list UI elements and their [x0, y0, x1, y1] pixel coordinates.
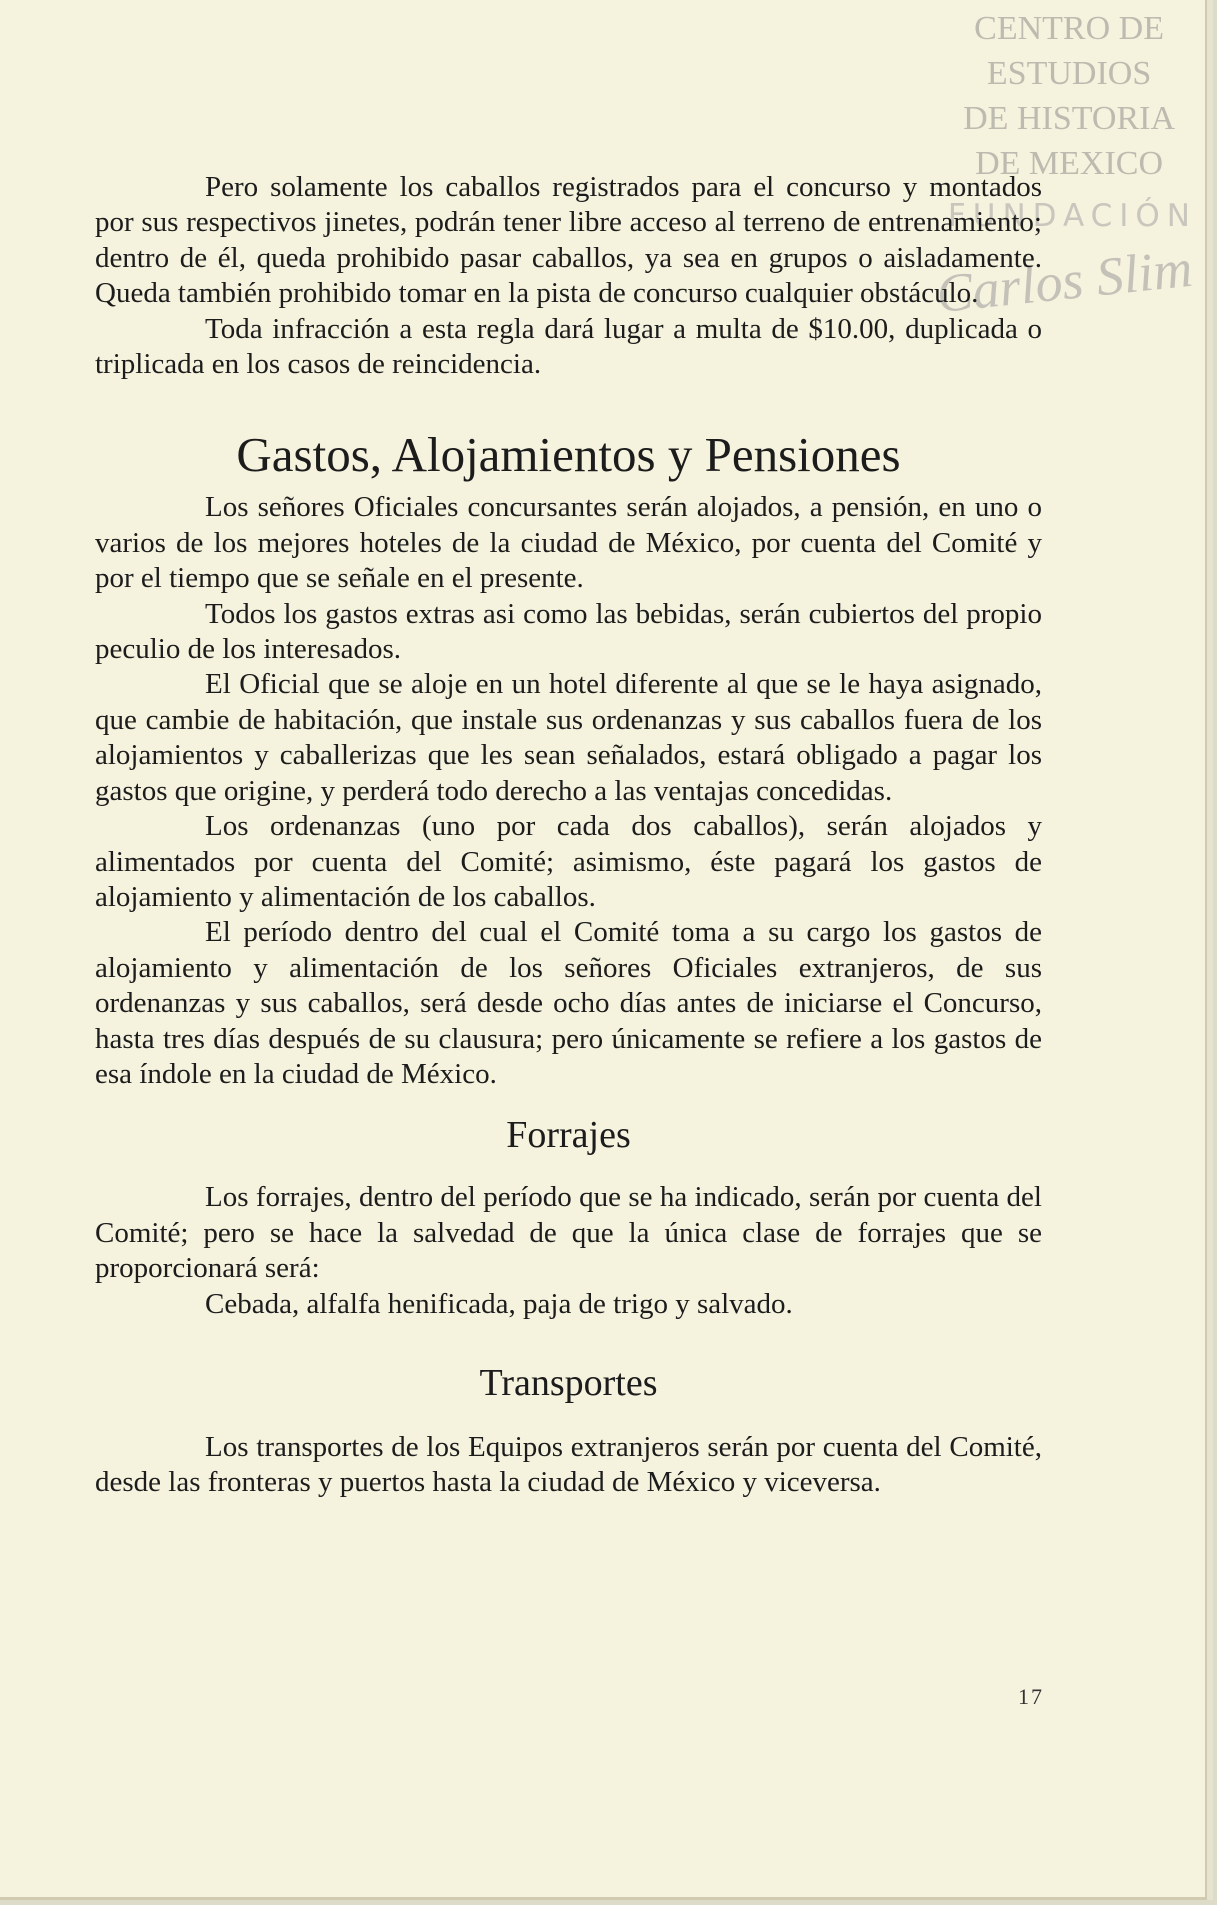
- gastos-paragraph: Los señores Oficiales concursantes serán alojados, a pensión, en uno o varios de los mejores hoteles de la ciudad de México, por cuenta del Comité y por el tiempo que se señale en el presente.: [95, 491, 1042, 595]
- forrajes-paragraph: Cebada, alfalfa henificada, paja de trigo y salvado.: [205, 1287, 793, 1320]
- watermark-line: DE HISTORIA: [963, 100, 1175, 137]
- watermark-line: DE MEXICO: [975, 145, 1164, 182]
- section-heading-forrajes: Forrajes: [506, 1114, 631, 1157]
- page-content: [95, 170, 1042, 1501]
- intro-paragraph: Pero solamente los caballos registrados para el concurso y montados por sus respectivos jinetes, podrán tener libre acceso al terreno de entrenamiento; dentro de él, queda prohibido pasar caballos, ya sea en grupos o aisladamente. Queda también prohibido tomar en la pista de concurso cualquier obstáculo.: [95, 171, 1042, 310]
- intro-paragraph: Toda infracción a esta regla dará lugar a multa de $10.00, duplicada o triplicada en los casos de reincidencia.: [95, 312, 1042, 381]
- forrajes-paragraph: Los forrajes, dentro del período que se ha indicado, serán por cuenta del Comité; pero se hace la salvedad de que la única clase de forrajes que se proporcionará será:: [95, 1181, 1042, 1285]
- gastos-paragraph: Los ordenanzas (uno por cada dos caballos), serán alojados y alimentados por cuenta del Comité; asimismo, éste pagará los gastos de alojamiento y alimentación de los caballos.: [95, 810, 1042, 913]
- gastos-paragraph: El período dentro del cual el Comité toma a su cargo los gastos de alojamiento y alimentación de los señores Oficiales extranjeros, de sus ordenanzas y sus caballos, será desde ocho días antes de iniciarse el Concurso, hasta tres días después de su clausura; pero únicamente se refiere a los gastos de esa índole en la ciudad de México.: [95, 916, 1042, 1090]
- gastos-paragraph: El Oficial que se aloje en un hotel diferente al que se le haya asignado, que cambie de habitación, que instale sus ordenanzas y sus caballos fuera de los alojamientos y caballerizas que les sean señalados, estará obligado a pagar los gastos que origine, y perderá todo derecho a las ventajas concedidas.: [95, 668, 1042, 807]
- section-heading-transportes: Transportes: [479, 1361, 658, 1404]
- gastos-paragraph: Todos los gastos extras asi como las bebidas, serán cubiertos del propio peculio de los interesados.: [95, 597, 1042, 666]
- section-heading-gastos: Gastos, Alojamientos y Pensiones: [236, 427, 901, 483]
- watermark-line: ESTUDIOS: [986, 55, 1152, 92]
- watermark-signature: Carlos Slim: [934, 237, 1196, 325]
- archive-watermark: [963, 6, 1175, 186]
- watermark-line: CENTRO DE: [974, 10, 1164, 47]
- transportes-paragraph: Los transportes de los Equipos extranjeros serán por cuenta del Comité, desde las fronteras y puertos hasta la ciudad de México y viceversa.: [95, 1430, 1042, 1499]
- page-number: 17: [1018, 1684, 1044, 1709]
- watermark-foundation: FUNDACIÓN: [947, 198, 1197, 234]
